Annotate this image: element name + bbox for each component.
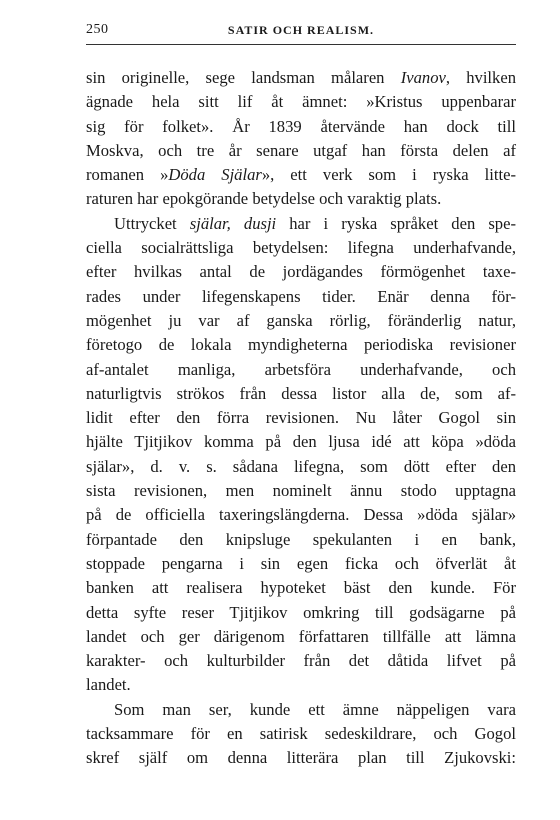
text-segment: raturen har epokgörande betydelse och varaktig plats. bbox=[86, 189, 442, 209]
text-segment: har i ryska språket den spe- bbox=[276, 213, 516, 233]
text-segment: landet. bbox=[86, 675, 131, 695]
page-header bbox=[86, 20, 516, 42]
text-segment: sista revisionen, men nominelt ännu stodo upptagna bbox=[86, 481, 516, 501]
text-line bbox=[86, 649, 516, 673]
text-segment: detta syfte reser Tjitjikov omkring till godsägarne på bbox=[86, 602, 516, 622]
text-line bbox=[86, 139, 516, 163]
text-line bbox=[86, 528, 516, 552]
body-text bbox=[86, 66, 516, 771]
text-line bbox=[86, 115, 516, 139]
text-segment: på de officiella taxeringslängderna. Dessa »döda själar» bbox=[86, 505, 516, 525]
text-segment: sig för folket». År 1839 återvände han dock till bbox=[86, 116, 516, 136]
text-line bbox=[86, 430, 516, 454]
text-segment: Moskva, och tre år senare utgaf han första delen af bbox=[86, 140, 516, 160]
book-page bbox=[86, 20, 517, 768]
text-segment: förpantade den knipsluge spekulanten i en bank, bbox=[86, 529, 516, 549]
text-line bbox=[86, 625, 516, 649]
text-line bbox=[86, 503, 516, 527]
text-line bbox=[86, 722, 516, 746]
text-segment: rades under lifegenskapens tider. Enär denna för- bbox=[86, 286, 516, 306]
text-segment: ciella socialrättsliga betydelsen: lifegna underhafvande, bbox=[86, 238, 516, 258]
text-line bbox=[86, 163, 516, 187]
text-line bbox=[86, 746, 516, 770]
text-segment: tacksammare för en satirisk sedeskildrare, och Gogol bbox=[86, 724, 516, 744]
text-line bbox=[86, 455, 516, 479]
text-segment: romanen » bbox=[86, 165, 169, 185]
text-segment: landet och ger därigenom författaren tillfälle att lämna bbox=[86, 626, 516, 646]
text-segment: företogo de lokala myndigheterna periodiska revisioner bbox=[86, 335, 516, 355]
text-segment: Som man ser, kunde ett ämne näppeligen vara bbox=[114, 699, 516, 719]
italic-text-segment: Döda Själar bbox=[168, 165, 262, 185]
text-segment: skref själf om denna litterära plan till Zjukovski: bbox=[86, 748, 516, 768]
text-segment: banken att realisera hypoteket bäst den kunde. För bbox=[86, 578, 516, 598]
text-line bbox=[86, 358, 516, 382]
text-segment: , hvilken bbox=[445, 68, 516, 87]
page-number: 250 bbox=[86, 22, 109, 37]
text-segment: efter hvilkas antal de jordägandes förmögenhet taxe- bbox=[86, 262, 516, 282]
header-rule bbox=[86, 44, 516, 45]
text-line bbox=[86, 90, 516, 114]
text-segment: ägnade hela sitt lif åt ämnet: »Kristus uppenbarar bbox=[86, 92, 516, 112]
text-line bbox=[86, 698, 516, 722]
text-segment: af-antalet manliga, arbetsföra underhafvande, och bbox=[86, 359, 516, 379]
text-line bbox=[86, 552, 516, 576]
text-segment: naturligtvis strökos från dessa listor alla de, som af- bbox=[86, 383, 516, 403]
italic-text-segment: själar, dusji bbox=[189, 213, 277, 233]
text-segment: hjälte Tjitjikov komma på den ljusa idé att köpa »döda bbox=[86, 432, 516, 452]
text-segment: Uttrycket bbox=[114, 213, 190, 233]
text-segment: lidit efter den förra revisionen. Nu låter Gogol sin bbox=[86, 408, 516, 428]
running-title: SATIR OCH REALISM. bbox=[227, 23, 375, 37]
italic-text-segment: Ivanov bbox=[400, 68, 446, 87]
text-line bbox=[86, 187, 516, 211]
text-line bbox=[86, 309, 516, 333]
text-line bbox=[86, 285, 516, 309]
text-line bbox=[86, 601, 516, 625]
text-line bbox=[86, 479, 516, 503]
text-segment: stoppade pengarna i sin egen ficka och öfverlät åt bbox=[86, 553, 516, 573]
text-segment: karakter- och kulturbilder från det dåtida lifvet på bbox=[86, 651, 516, 671]
text-line bbox=[86, 673, 516, 697]
text-line bbox=[86, 382, 516, 406]
text-segment: », ett verk som i ryska litte- bbox=[261, 165, 517, 185]
text-line bbox=[86, 66, 516, 90]
text-segment: mögenhet ju var af ganska rörlig, föränderlig natur, bbox=[86, 310, 516, 330]
text-line bbox=[86, 333, 516, 357]
text-segment: själar», d. v. s. sådana lifegna, som dött efter den bbox=[86, 456, 516, 476]
text-line bbox=[86, 212, 516, 236]
text-segment: sin originelle, sege landsman målaren bbox=[86, 68, 401, 87]
text-line bbox=[86, 260, 516, 284]
text-line bbox=[86, 406, 516, 430]
text-line bbox=[86, 236, 516, 260]
text-line bbox=[86, 576, 516, 600]
